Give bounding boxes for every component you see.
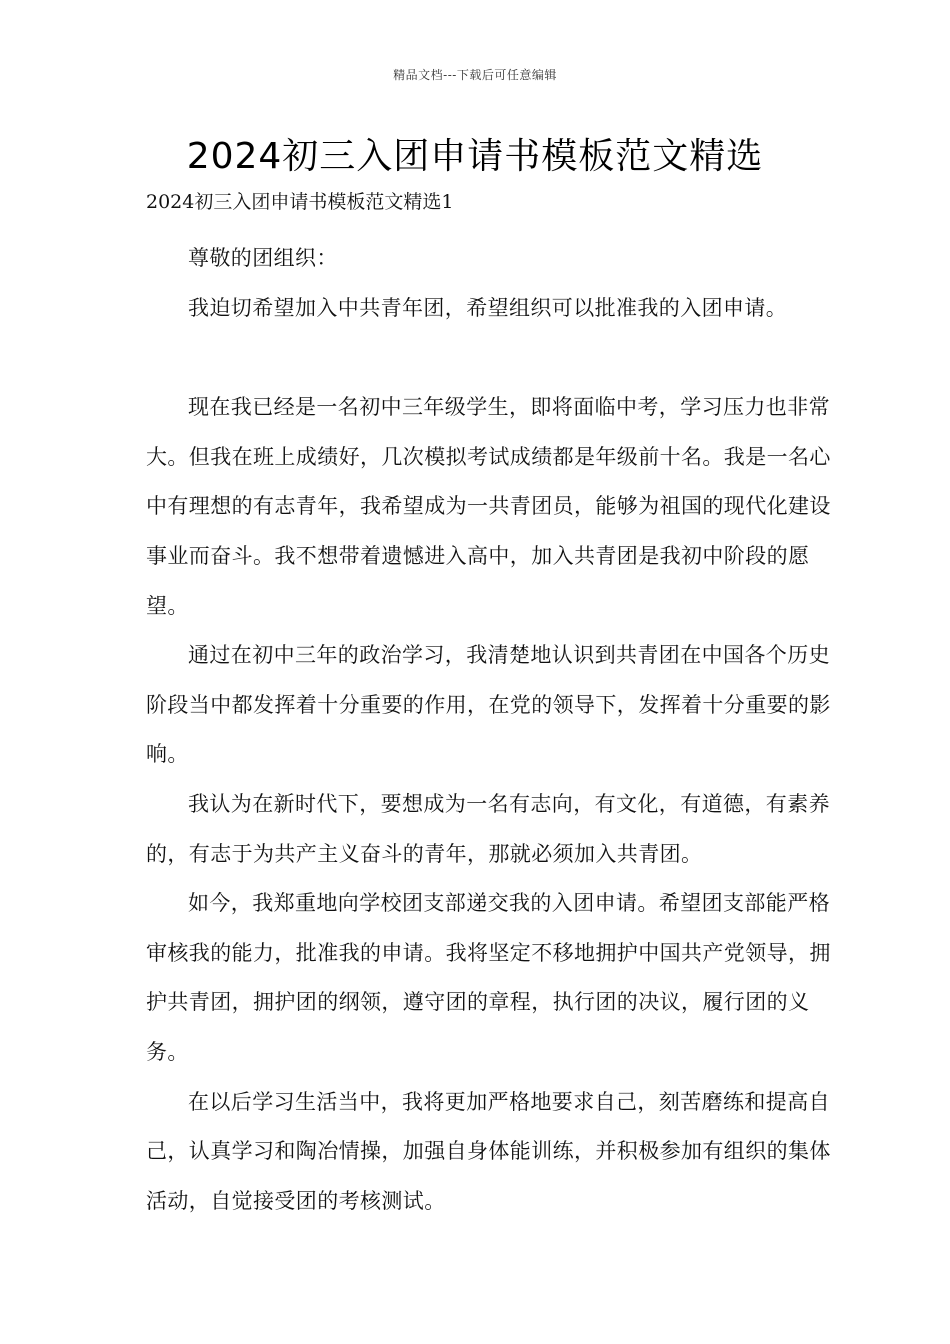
body-paragraph: 我认为在新时代下，要想成为一名有志向，有文化，有道德，有素养的，有志于为共产主义奋斗的青年，那就必须加入共青团。 xyxy=(146,791,830,866)
document-body xyxy=(146,234,836,1226)
body-paragraph: 现在我已经是一名初中三年级学生，即将面临中考，学习压力也非常大。但我在班上成绩好，几次模拟考试成绩都是年级前十名。我是一名心中有理想的有志青年，我希望成为一共青团员，能够为祖国的现代化建设事业而奋斗。我不想带着遗憾进入高中，加入共青团是我初中阶段的愿望。 xyxy=(146,395,831,618)
body-paragraph: 在以后学习生活当中，我将更加严格地要求自己，刻苦磨练和提高自己，认真学习和陶冶情操，加强自身体能训练，并积极参加有组织的集体活动，自觉接受团的考核测试。 xyxy=(146,1089,831,1213)
body-paragraph: 通过在初中三年的政治学习，我清楚地认识到共青团在中国各个历史阶段当中都发挥着十分重要的作用，在党的领导下，发挥着十分重要的影响。 xyxy=(146,643,831,767)
body-paragraph: 如今，我郑重地向学校团支部递交我的入团申请。希望团支部能严格审核我的能力，批准我的申请。我将坚定不移地拥护中国共产党领导，拥护共青团，拥护团的纲领，遵守团的章程，执行团的决议，履行团的义务。 xyxy=(146,891,831,1064)
header-note: 精品文档---下载后可任意编辑 xyxy=(393,68,557,82)
body-paragraph: 我迫切希望加入中共青年团，希望组织可以批准我的入团申请。 xyxy=(188,295,788,320)
salutation-paragraph: 尊敬的团组织： xyxy=(188,246,338,270)
document-title: 2024初三入团申请书模板范文精选 xyxy=(186,136,764,177)
section-subtitle: 2024初三入团申请书模板范文精选1 xyxy=(146,191,454,213)
